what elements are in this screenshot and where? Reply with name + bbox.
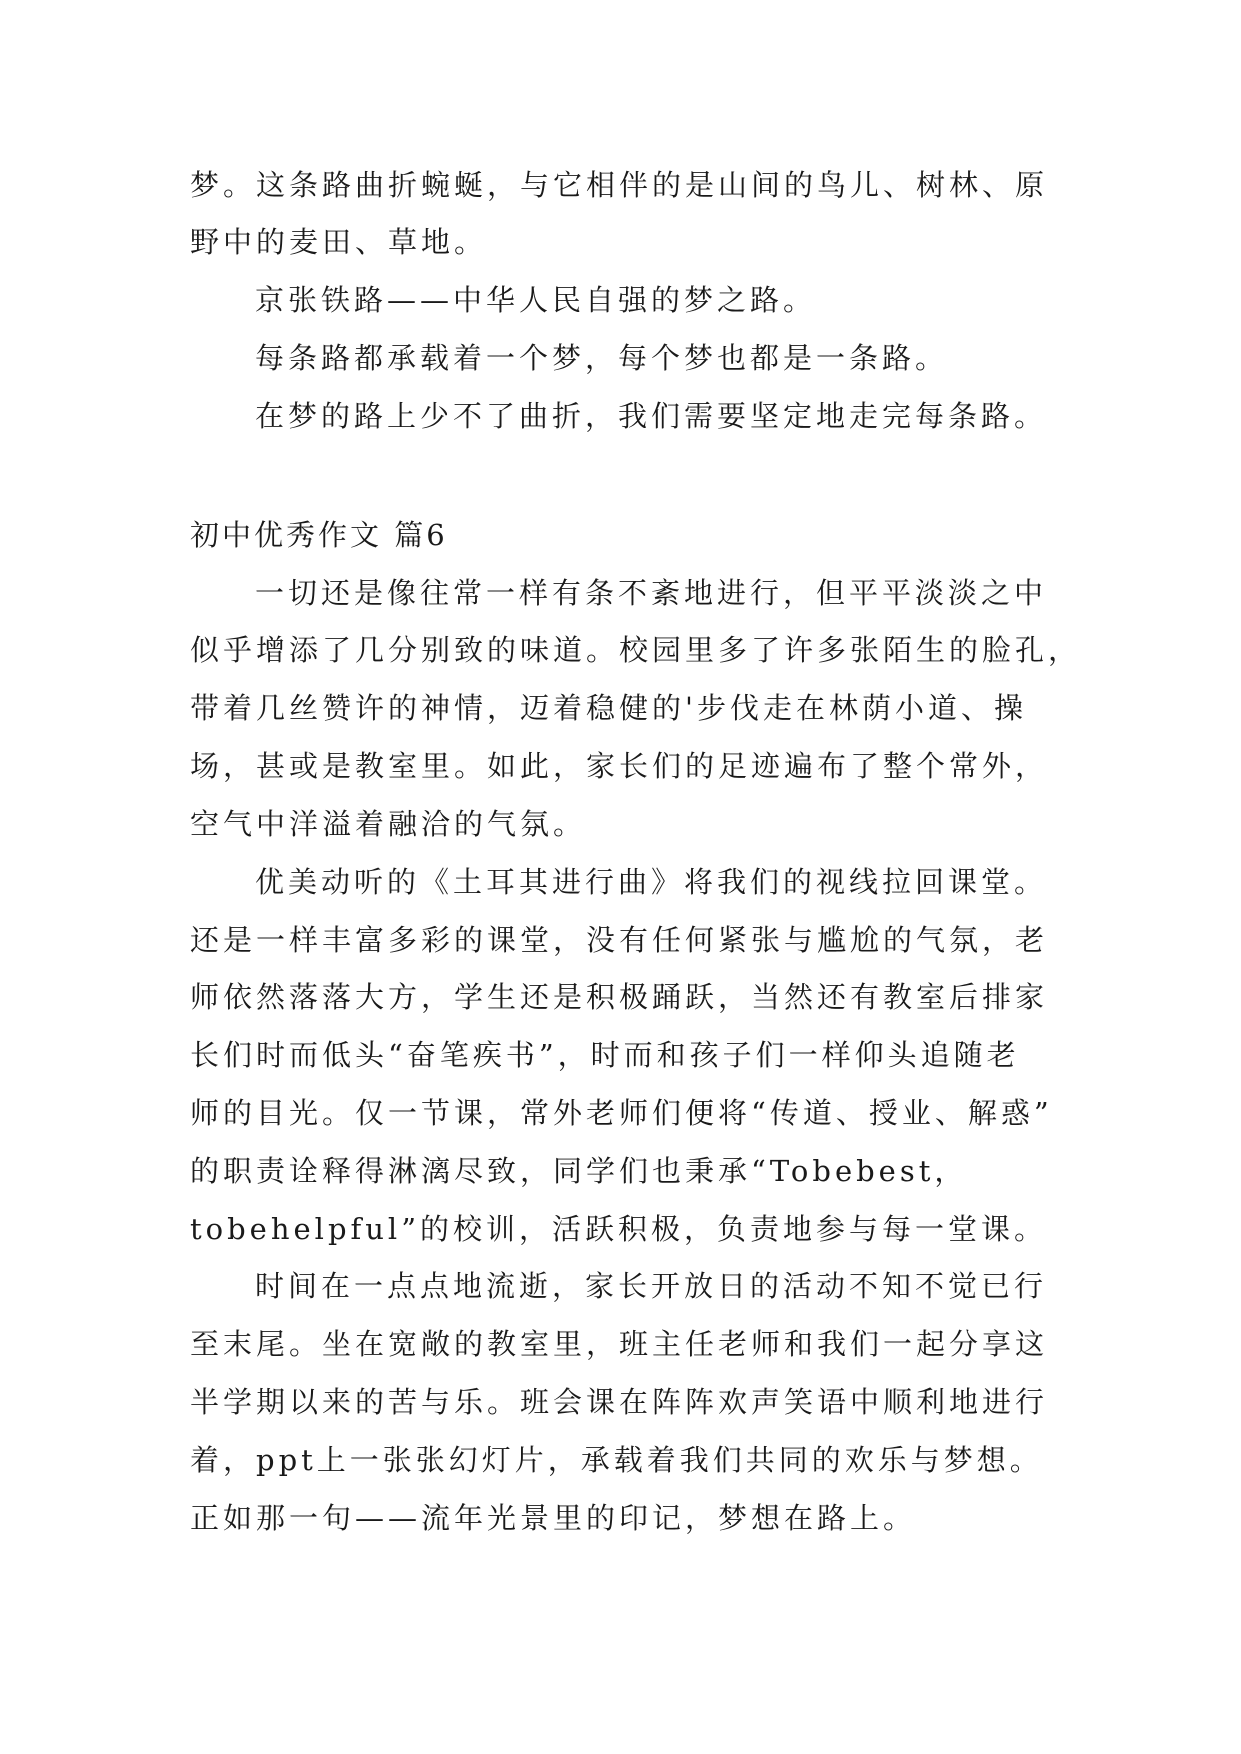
text-line: 似乎增添了几分别致的味道。校园里多了许多张陌生的脸孔， (190, 633, 1082, 667)
text-line: 师依然落落大方，学生还是积极踊跃，当然还有教室后排家 (190, 980, 1049, 1014)
text-line: 每条路都承载着一个梦，每个梦也都是一条路。 (255, 341, 949, 375)
text-line: 长们时而低头“奋笔疾书”，时而和孩子们一样仰头追随老 (190, 1038, 1020, 1072)
text-line: 至末尾。坐在宽敞的教室里，班主任老师和我们一起分享这 (190, 1327, 1049, 1361)
text-line: 师的目光。仅一节课，常外老师们便将“传道、授业、解惑” (190, 1096, 1053, 1130)
text-line: 时间在一点点地流逝，家长开放日的活动不知不觉已行 (255, 1269, 1048, 1303)
text-line: 场，甚或是教室里。如此，家长们的足迹遍布了整个常外， (190, 749, 1049, 783)
text-line: 优美动听的《土耳其进行曲》将我们的视线拉回课堂。 (255, 865, 1048, 899)
text-line: 带着几丝赞许的神情，迈着稳健的'步伐走在林荫小道、操 (190, 691, 1027, 725)
text-line: 的职责诠释得淋漓尽致，同学们也秉承“Tobebest， (190, 1154, 968, 1188)
text-line: 野中的麦田、草地。 (190, 225, 488, 259)
text-line: 在梦的路上少不了曲折，我们需要坚定地走完每条路。 (255, 399, 1048, 433)
text-line: 梦。这条路曲折蜿蜒，与它相伴的是山间的鸟儿、树林、原 (190, 168, 1049, 202)
text-line: 正如那一句——流年光景里的印记，梦想在路上。 (190, 1501, 917, 1535)
text-line: 还是一样丰富多彩的课堂，没有任何紧张与尴尬的气氛，老 (190, 923, 1049, 957)
text-line: 京张铁路——中华人民自强的梦之路。 (255, 283, 817, 317)
text-line: 一切还是像往常一样有条不紊地进行，但平平淡淡之中 (255, 576, 1048, 610)
text-line: tobehelpful”的校训，活跃积极，负责地参与每一堂课。 (190, 1212, 1048, 1246)
text-line: 着，ppt上一张张幻灯片，承载着我们共同的欢乐与梦想。 (190, 1443, 1043, 1477)
text-line: 半学期以来的苦与乐。班会课在阵阵欢声笑语中顺利地进行 (190, 1385, 1049, 1419)
text-line: 空气中洋溢着融洽的气氛。 (190, 807, 587, 841)
essay-heading: 初中优秀作文 篇6 (190, 518, 448, 552)
